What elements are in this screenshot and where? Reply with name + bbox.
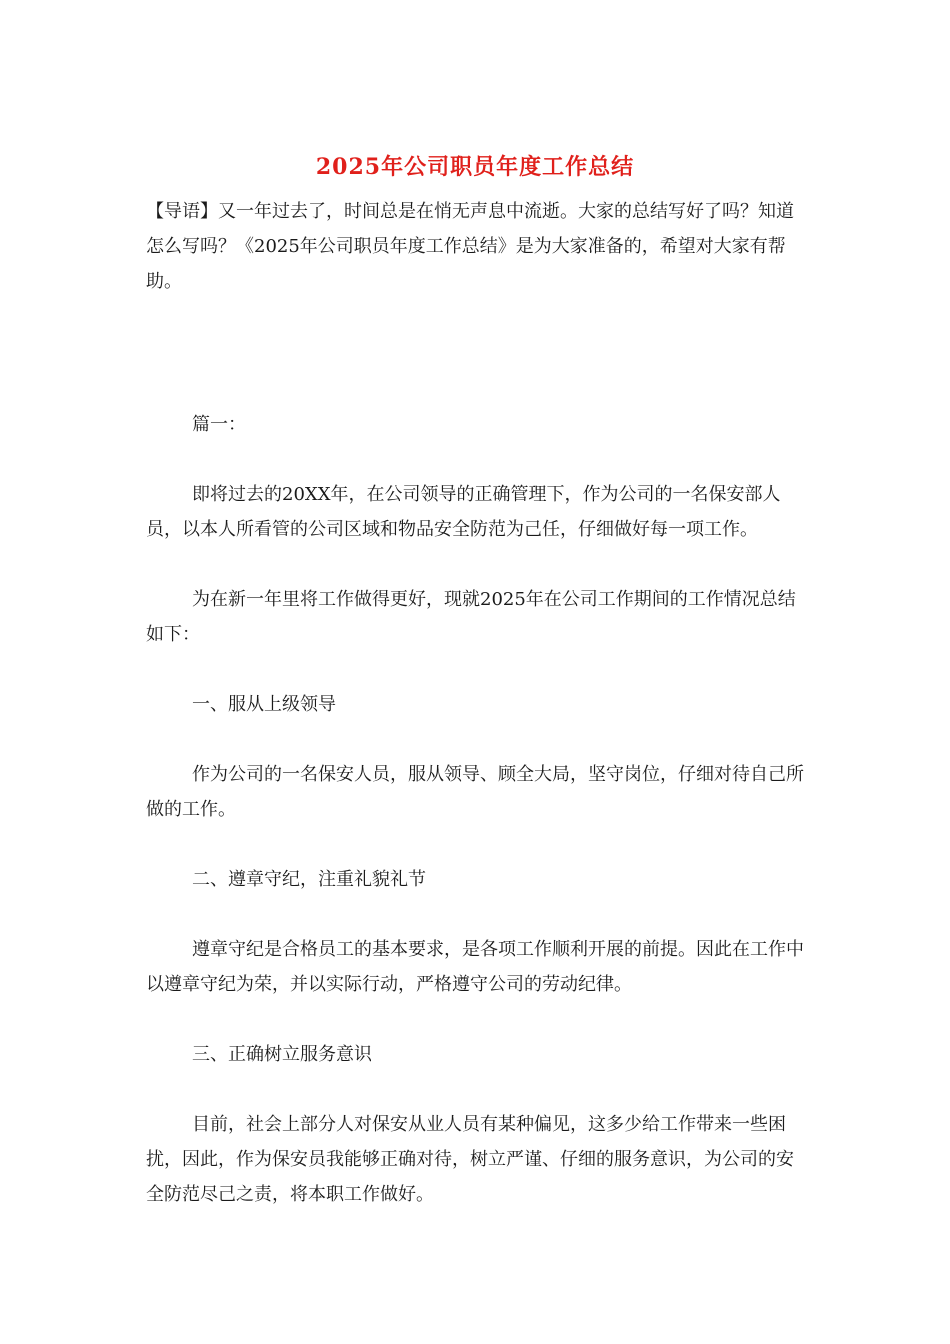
body-paragraph: 为在新一年里将工作做得更好，现就2025年在公司工作期间的工作情况总结如下：: [146, 589, 796, 645]
section-label-part-one: 篇一：: [192, 414, 246, 435]
body-paragraph: 作为公司的一名保安人员，服从领导、顾全大局，坚守岗位，仔细对待自己所做的工作。: [146, 764, 804, 820]
body-paragraph: 目前，社会上部分人对保安从业人员有某种偏见，这多少给工作带来一些困扰，因此，作为保安员我能够正确对待，树立严谨、仔细的服务意识，为公司的安全防范尽己之责，将本职工作做好。: [146, 1114, 794, 1205]
document-title: 2025年公司职员年度工作总结: [315, 154, 635, 180]
body-paragraph: 遵章守纪是合格员工的基本要求，是各项工作顺利开展的前提。因此在工作中以遵章守纪为荣，并以实际行动，严格遵守公司的劳动纪律。: [146, 939, 804, 995]
intro-paragraph: 【导语】又一年过去了，时间总是在悄无声息中流逝。大家的总结写好了吗？知道怎么写吗？《2025年公司职员年度工作总结》是为大家准备的，希望对大家有帮助。: [146, 201, 794, 292]
section-heading-three: 三、正确树立服务意识: [192, 1044, 372, 1065]
section-heading-one: 一、服从上级领导: [192, 694, 336, 715]
body-paragraph: 即将过去的20XX年，在公司领导的正确管理下，作为公司的一名保安部人员，以本人所看管的公司区域和物品安全防范为己任，仔细做好每一项工作。: [146, 484, 781, 540]
section-heading-two: 二、遵章守纪，注重礼貌礼节: [192, 869, 426, 890]
